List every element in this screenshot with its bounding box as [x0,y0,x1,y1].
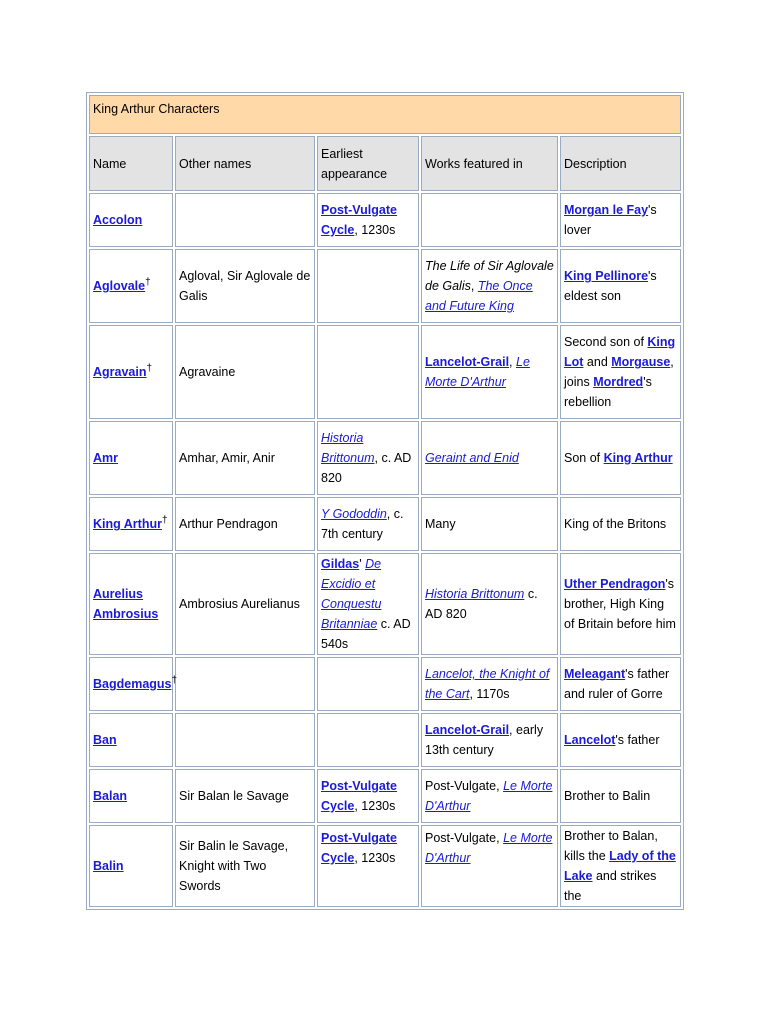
cell-other-names: Amhar, Amir, Anir [175,421,315,495]
cell-name [89,249,173,323]
work-link[interactable]: Geraint and Enid [425,451,519,465]
header-other-names: Other names [175,136,315,191]
source-link[interactable]: Post-Vulgate Cycle [321,831,397,865]
description-link[interactable]: Uther Pendragon [564,577,666,591]
cell-other-names: Arthur Pendragon [175,497,315,551]
cell-name [89,825,173,907]
description-link[interactable]: Mordred [593,375,644,389]
cell-works: Post-Vulgate, Le Morte D'Arthur [421,825,558,907]
table-row [89,249,681,323]
cell-works [421,193,558,247]
description-link[interactable]: Lancelot [564,733,616,747]
header-name: Name [89,136,173,191]
cell-works: Many [421,497,558,551]
source-link[interactable]: Post-Vulgate Cycle [321,779,397,813]
source-link[interactable]: Y Gododdin [321,507,387,521]
cell-earliest [317,249,419,323]
dagger-mark: † [145,276,151,288]
cell-earliest: Historia Brittonum, c. AD 820 [317,421,419,495]
character-link[interactable]: Aglovale [93,279,146,293]
dagger-mark: † [171,674,178,686]
cell-description: Uther Pendragon's brother, High King of Britain before him [560,553,681,655]
cell-other-names: Sir Balin le Savage, Knight with Two Swords [175,825,315,907]
character-link[interactable]: Agravain [93,365,147,379]
table-row [89,421,681,495]
cell-description: Meleagant's father and ruler of Gorre [560,657,681,711]
cell-description: Morgan le Fay's lover [560,193,681,247]
cell-name [89,421,173,495]
table-row [89,325,681,419]
header-description: Description [560,136,681,191]
cell-other-names [175,193,315,247]
cell-name [89,325,173,419]
cell-name [89,497,173,551]
cell-earliest: Post-Vulgate Cycle, 1230s [317,769,419,823]
description-link[interactable]: Morgause [611,355,671,369]
character-link[interactable]: Ban [93,733,117,747]
cell-description: Brother to Balan, kills the Lady of the Lake and strikes the [560,825,681,907]
dagger-mark: † [161,514,168,526]
cell-other-names: Sir Balan le Savage [175,769,315,823]
cell-earliest: Gildas' De Excidio et Conquestu Britanniae c. AD 540s [317,553,419,655]
character-link[interactable]: King Arthur [93,517,162,531]
table-row [89,825,681,907]
header-works-featured-in: Works featured in [421,136,558,191]
cell-other-names: Agloval, Sir Aglovale de Galis [175,249,315,323]
cell-description: Second son of King Lot and Morgause, joins Mordred's rebellion [560,325,681,419]
cell-earliest [317,713,419,767]
character-link[interactable]: Bagdemagus [93,677,172,691]
cell-other-names: Agravaine [175,325,315,419]
header-earliest-appearance: Earliest appearance [317,136,419,191]
source-link[interactable]: Post-Vulgate Cycle [321,203,397,237]
cell-earliest: Post-Vulgate Cycle, 1230s [317,193,419,247]
description-link[interactable]: King Lot [564,335,676,369]
cell-other-names [175,657,315,711]
source-link[interactable]: Historia Brittonum [321,431,375,465]
cell-earliest: Y Gododdin, c. 7th century [317,497,419,551]
characters-table [86,92,684,910]
work-link[interactable]: Le Morte D'Arthur [425,831,553,865]
work-link[interactable]: Lancelot-Grail [425,723,510,737]
work-link[interactable]: Le Morte D'Arthur [425,355,530,389]
character-link[interactable]: Balin [93,859,124,873]
character-link[interactable]: Balan [93,789,128,803]
table-caption: King Arthur Characters [89,95,681,134]
cell-works: Post-Vulgate, Le Morte D'Arthur [421,769,558,823]
source-link[interactable]: Gildas [321,557,360,571]
cell-works: Lancelot, the Knight of the Cart, 1170s [421,657,558,711]
table-header-row [89,136,681,191]
cell-works: Historia Brittonum c. AD 820 [421,553,558,655]
cell-description: King of the Britons [560,497,681,551]
character-link[interactable]: Accolon [93,213,143,227]
work-link[interactable]: Historia Brittonum [425,587,525,601]
cell-name [89,713,173,767]
cell-earliest [317,657,419,711]
cell-description: Son of King Arthur [560,421,681,495]
description-link[interactable]: King Pellinore [564,269,649,283]
table-caption-row [89,95,681,134]
dagger-mark: † [146,362,153,374]
description-link[interactable]: Morgan le Fay [564,203,649,217]
cell-works: Lancelot-Grail, early 13th century [421,713,558,767]
cell-works [421,421,558,495]
table-row [89,553,681,655]
work-link[interactable]: Le Morte D'Arthur [425,779,553,813]
table-row [89,769,681,823]
work-link[interactable]: The Once and Future King [425,279,533,313]
cell-name [89,553,173,655]
cell-earliest: Post-Vulgate Cycle, 1230s [317,825,419,907]
source-link[interactable]: De Excidio et Conquestu Britanniae [321,557,382,631]
cell-other-names [175,713,315,767]
table-row [89,497,681,551]
cell-other-names: Ambrosius Aurelianus [175,553,315,655]
cell-earliest [317,325,419,419]
character-link[interactable]: Amr [93,451,119,465]
table-row [89,193,681,247]
table-row [89,657,681,711]
cell-description: King Pellinore's eldest son [560,249,681,323]
work-link[interactable]: Lancelot, the Knight of the Cart [425,667,550,701]
character-link[interactable]: Aurelius Ambrosius [93,587,159,621]
cell-name [89,769,173,823]
cell-description: Brother to Balin [560,769,681,823]
work-link[interactable]: Lancelot-Grail [425,355,510,369]
cell-name [89,193,173,247]
description-link[interactable]: Meleagant [564,667,626,681]
description-link[interactable]: Lady of the Lake [564,849,676,883]
cell-description: Lancelot's father [560,713,681,767]
cell-name [89,657,178,711]
table-row [89,713,681,767]
description-link[interactable]: King Arthur [603,451,673,465]
cell-works: Lancelot-Grail, Le Morte D'Arthur [421,325,558,419]
cell-works: The Life of Sir Aglovale de Galis, The Once and Future King [421,249,558,323]
